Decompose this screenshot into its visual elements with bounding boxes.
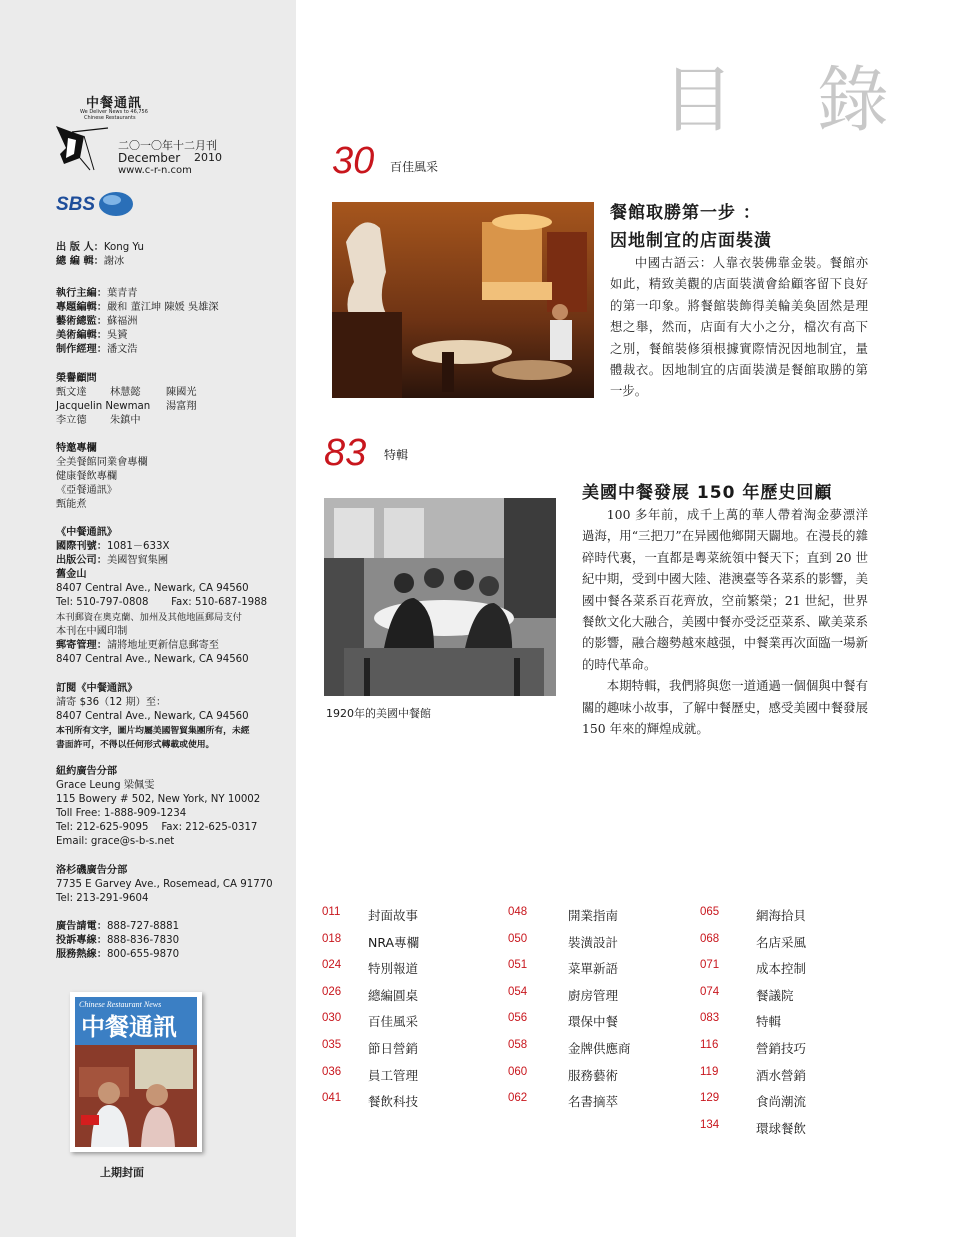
photo-caption: 1920年的美國中餐館 <box>326 707 431 720</box>
issue-year: 2010 <box>194 151 222 164</box>
office-line: Toll Free: 1-888-909-1234 <box>56 808 187 820</box>
section-page-number[interactable]: 30 <box>332 140 375 182</box>
subscription-line: 8407 Central Ave., Newark, CA 94560 <box>56 711 249 723</box>
section-label: 特輯 <box>384 448 409 462</box>
staff-publisher-block <box>56 241 144 269</box>
new-york-office-heading: 紐約廣告分部 <box>56 766 118 777</box>
info-row: Tel: 510-797-0808 Fax: 510-687-1988 <box>56 597 268 609</box>
issue-month: December <box>118 151 181 165</box>
info-row: 8407 Central Ave., Newark, CA 94560 <box>56 653 249 665</box>
office-line: 7735 E Garvey Ave., Rosemead, CA 91770 <box>56 879 273 891</box>
advisor-row: 李立德 朱鎮中 <box>56 415 141 427</box>
previous-issue-cover[interactable] <box>70 992 202 1152</box>
guest-column-item: 全美餐館同業會專欄 <box>56 457 148 469</box>
new-york-office-block <box>56 765 260 850</box>
guest-column-item: 甄能煮 <box>56 499 87 511</box>
advisor-row: Jacquelin Newman 湯富翔 <box>56 401 197 413</box>
sbs-logo-icon <box>56 188 136 218</box>
article-title[interactable]: 美國中餐發展 150 年歷史回顧 <box>582 483 833 503</box>
subscription-line: 請寄 $36（12 期）至： <box>56 697 167 709</box>
advisors-heading: 榮譽顧問 <box>56 373 97 384</box>
logo-tagline-1: We Deliver News to 46,756 <box>80 109 148 115</box>
svg-text:中餐通訊: 中餐通訊 <box>81 1013 177 1041</box>
honorary-advisors-block <box>56 372 197 428</box>
info-row: 本刊郵資在奧克蘭、加州及其他地區郵局支付 <box>56 611 242 623</box>
previous-cover-caption: 上期封面 <box>100 1166 144 1179</box>
website-url[interactable]: www.c-r-n.com <box>118 165 192 176</box>
info-row: 8407 Central Ave., Newark, CA 94560 <box>56 583 249 595</box>
staff-row: 藝術總監：蘇福洲 <box>56 316 138 328</box>
waiter-logo-icon <box>54 124 112 172</box>
guest-column-item: 《亞餐通訊》 <box>56 485 118 497</box>
hotline-row: 服務熱線：800-655-9870 <box>56 949 180 961</box>
cover-image <box>75 997 197 1147</box>
section-page-number[interactable]: 83 <box>324 432 367 474</box>
guest-columns-block <box>56 442 148 512</box>
article-title-line1[interactable]: 餐館取勝第一步 ： <box>610 203 761 223</box>
svg-text:Chinese Restaurant News: Chinese Restaurant News <box>79 1000 162 1009</box>
staff-row: 美術編輯：吳贇 <box>56 330 128 342</box>
guest-column-item: 健康餐飲專欄 <box>56 471 118 483</box>
office-line: Tel: 212-625-9095 Fax: 212-625-0317 <box>56 822 258 834</box>
los-angeles-office-heading: 洛杉磯廣告分部 <box>56 865 128 876</box>
copyright-line: 本刊所有文字，圖片均屬美國智貿集團所有，未經 <box>56 726 250 737</box>
restaurant-interior-photo <box>332 202 594 398</box>
publication-info-block <box>56 526 267 667</box>
hotline-row: 投訴專線：888-836-7830 <box>56 935 180 947</box>
office-line: Grace Leung 梁佩雯 <box>56 780 155 792</box>
guest-columns-heading: 特邀專欄 <box>56 443 97 454</box>
article-summary: 100 多年前，成千上萬的華人帶着淘金夢漂洋過海，用“三把刀”在异國他鄉開天闢地。在漫長的雜碎時代裏，一直都是粵菜統領中餐天下；直到 20 世紀中期，受到中國大陸、港澳臺等各菜系的影響，美國中餐各菜系百花齊放，空前繁榮；21 世紀，世界餐飲文化大融合，美國中餐亦受泛亞菜系、歐美菜系的影響，融合趨勢越來越强，中餐業再次面臨一場新的時代革命。 本期特輯，我們將與您一道通過一個個與中餐有關的趣味小故事，了解中餐歷史，感受美國中餐發展 150 年來的輝煌成就。 <box>582 507 868 737</box>
staff-editors-block <box>56 287 219 357</box>
publication-logo-title: 中餐通訊 <box>86 96 143 111</box>
info-row: 出版公司：美國智貿集團 <box>56 555 169 567</box>
section-label: 百佳風采 <box>390 160 439 174</box>
staff-row: 制作經理：潘文浩 <box>56 344 138 356</box>
hotline-row: 廣告請電：888-727-8881 <box>56 921 180 932</box>
historic-restaurant-photo <box>324 498 556 696</box>
subscription-heading: 訂閱《中餐通訊》 <box>56 683 138 694</box>
info-row: 本刊在中國印制 <box>56 625 128 637</box>
staff-row: 出 版 人：Kong Yu <box>56 242 144 253</box>
staff-row: 總 編 輯：謝冰 <box>56 256 125 268</box>
staff-row: 執行主編：葉青青 <box>56 288 138 299</box>
logo-tagline-2: Chinese Restaurants <box>84 115 136 121</box>
office-line: Tel: 213-291-9604 <box>56 893 149 905</box>
info-row: 郵寄管理：請將地址更新信息郵寄至 <box>56 639 219 651</box>
los-angeles-office-block <box>56 864 273 906</box>
article-title-line2[interactable]: 因地制宜的店面裝潢 <box>610 231 772 251</box>
advisor-row: 甄文達 林慧懿 陳國光 <box>56 387 197 399</box>
publication-info-heading: 《中餐通訊》 <box>56 527 118 538</box>
subscription-block <box>56 682 250 752</box>
page-title: 目 錄 <box>662 58 919 142</box>
office-email[interactable]: Email: grace@s-b-s.net <box>56 836 175 848</box>
info-row: 國際刊號：1081－633X <box>56 541 170 553</box>
office-line: 115 Bowery # 502, New York, NY 10002 <box>56 794 261 806</box>
copyright-line: 書面許可，不得以任何形式轉載或使用。 <box>56 740 215 751</box>
hotlines-block <box>56 920 179 962</box>
sbs-logo-text: SBS <box>56 194 96 215</box>
article-summary: 中國古語云：人靠衣裝佛靠金裝。餐館亦如此，精致美觀的店面裝潢會給顧客留下良好的第一印象。將餐館裝飾得美輪美奐固然是理想之舉，然而，店面有大小之分，檔次有高下之別，餐館裝修須根據實際情況因地制宜，量體裁衣。因地制宜的店面裝潢是餐館取勝的第一步。 <box>610 255 868 399</box>
masthead-sidebar <box>0 0 296 1237</box>
staff-row: 專題編輯：嚴和 董江坤 陳媛 吳雄深 <box>56 302 219 314</box>
issue-date-chinese: 二〇一〇年十二月刊 <box>118 139 217 152</box>
info-row: 舊金山 <box>56 569 87 581</box>
